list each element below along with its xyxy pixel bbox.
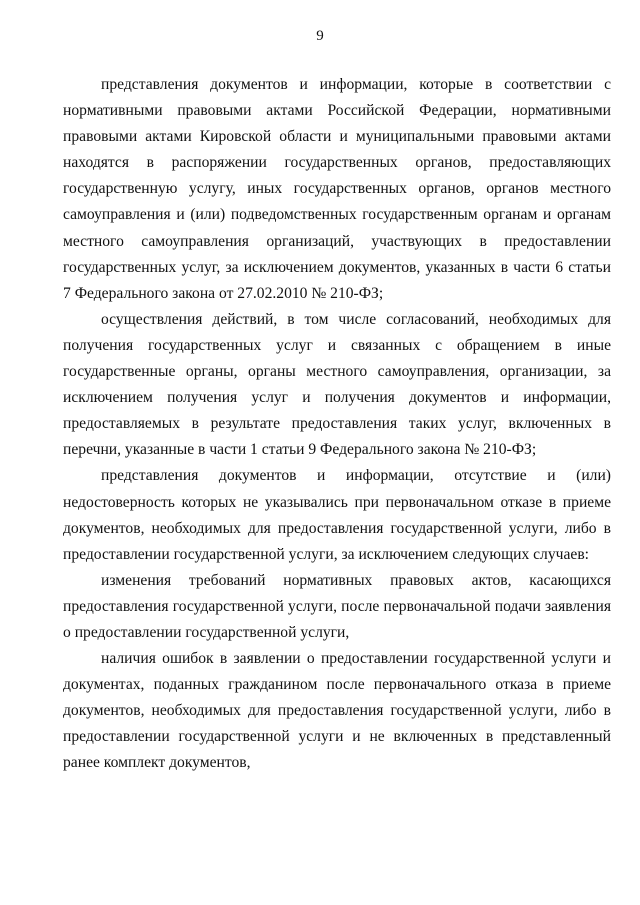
paragraph-documents-information: представления документов и информации, которые в соответствии с нормативными правовыми актами Российской Федерации, нормативными правовыми актами Кировской области и муниципальными правовыми актами находятся в распоряжении государственных органов, предоставляющих государственную услугу, иных государственных органов, органов местного самоуправления и (или) подведомственных государственным органам и органам местного самоуправления организаций, участвующих в предоставлении государственных услуг, за исключением документов, указанных в части 6 статьи 7 Федерального закона от 27.02.2010 № 210-ФЗ; xyxy=(63,76,611,302)
paragraph-requirements-change: изменения требований нормативных правовых актов, касающихся предоставления государственной услуги, после первоначальной подачи заявления о предоставлении государственной услуги, xyxy=(63,571,611,641)
paragraph-missing-documents: представления документов и информации, отсутствие и (или) недостоверность которых не указывались при первоначальном отказе в приеме документов, необходимых для предоставления государственной услуги, либо в предоставлении государственной услуги, за исключением следующих случаев: xyxy=(63,467,611,563)
paragraph-application-errors: наличия ошибок в заявлении о предоставлении государственной услуги и документах, поданных гражданином после первоначального отказа в приеме документов, необходимых для предоставления государственной услуги, либо в предоставлении государственной услуги и не включенных в представленный ранее комплект документов, xyxy=(63,650,611,772)
document-body xyxy=(63,72,611,777)
page-number: 9 xyxy=(316,28,324,44)
paragraph-actions-approvals: осуществления действий, в том числе согласований, необходимых для получения государственных услуг и связанных с обращением в иные государственные органы, органы местного самоуправления, организации, за исключением получения услуг и получения документов и информации, предоставляемых в результате предоставления таких услуг, включенных в перечни, указанные в части 1 статьи 9 Федерального закона № 210-ФЗ; xyxy=(63,310,611,459)
